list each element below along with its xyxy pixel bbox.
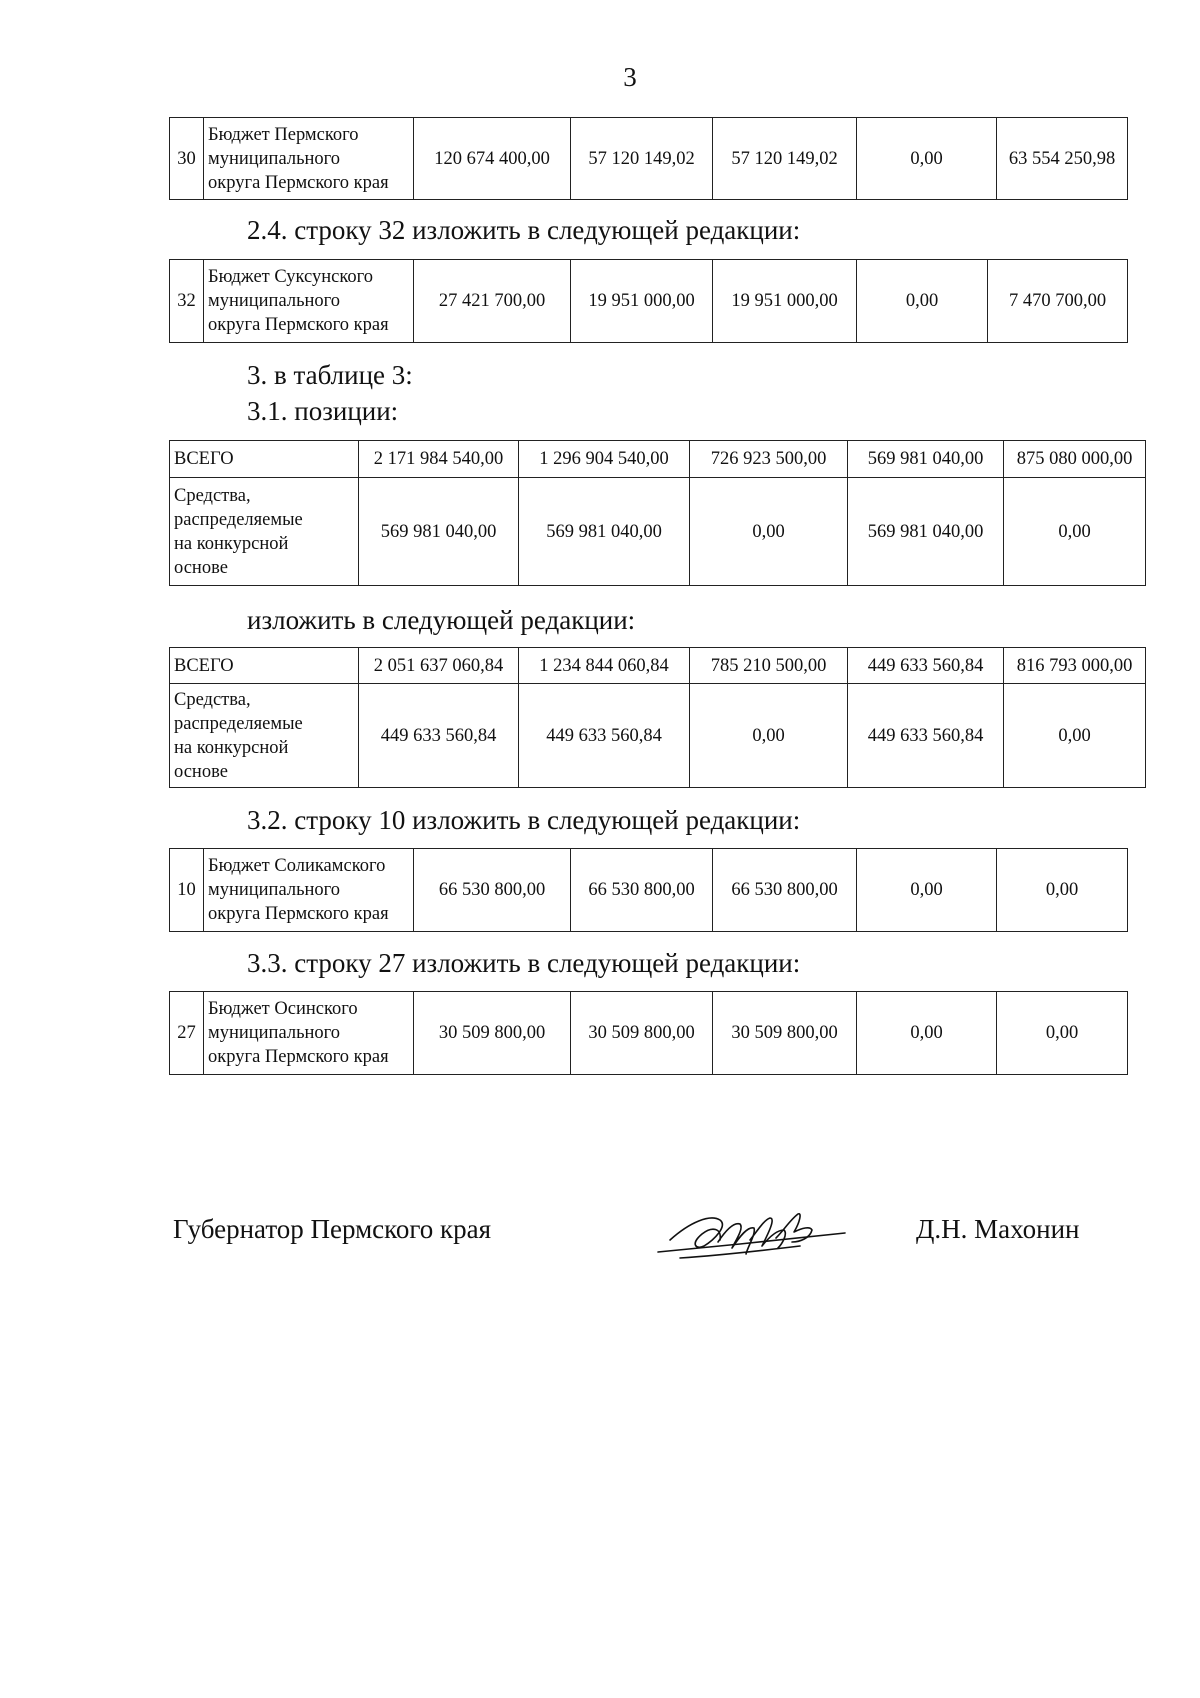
value-cell: 449 633 560,84 [848, 648, 1004, 684]
value-cell: 569 981 040,00 [359, 478, 519, 586]
value-cell: 816 793 000,00 [1004, 648, 1146, 684]
value-cell: 449 633 560,84 [519, 684, 690, 788]
funds-label-line: распределяемые [174, 713, 303, 734]
budget-name-line: Бюджет Соликамского [208, 856, 386, 876]
value-cell: 30 509 800,00 [713, 992, 857, 1075]
paragraph-replace: изложить в следующей редакции: [247, 605, 636, 635]
budget-name-line: округа Пермского края [208, 315, 389, 335]
value-cell: 449 633 560,84 [359, 684, 519, 788]
value-cell: 0,00 [857, 260, 988, 343]
funds-label-line: Средства, [174, 689, 251, 710]
value-cell: 0,00 [1004, 684, 1146, 788]
value-cell: 569 981 040,00 [848, 478, 1004, 586]
budget-name-line: округа Пермского края [208, 904, 389, 924]
value-cell: 0,00 [690, 684, 848, 788]
funds-label-line: на конкурсной [174, 533, 289, 554]
budget-name-line: муниципального [208, 880, 341, 900]
value-cell: 2 051 637 060,84 [359, 648, 519, 684]
value-cell: 27 421 700,00 [414, 260, 571, 343]
value-cell: 1 296 904 540,00 [519, 441, 690, 478]
value-cell: 63 554 250,98 [997, 118, 1128, 200]
value-cell: 66 530 800,00 [713, 849, 857, 932]
budget-name-line: муниципального [208, 148, 341, 169]
value-cell: 875 080 000,00 [1004, 441, 1146, 478]
table-3-old [169, 440, 1146, 586]
value-cell: 57 120 149,02 [571, 118, 713, 200]
budget-name-cell [204, 260, 414, 343]
paragraph-3-1: 3.1. позиции: [247, 396, 399, 426]
table-3-new [169, 647, 1146, 788]
value-cell: 0,00 [997, 849, 1128, 932]
value-cell: 449 633 560,84 [848, 684, 1004, 788]
value-cell: 7 470 700,00 [988, 260, 1128, 343]
funds-label-line: на конкурсной [174, 737, 289, 758]
budget-name-line: муниципального [208, 1023, 341, 1043]
budget-name-line: Бюджет Осинского [208, 999, 358, 1019]
row-index: 10 [170, 849, 204, 932]
paragraph-3-2: 3.2. строку 10 изложить в следующей редакции: [247, 805, 801, 835]
value-cell: 0,00 [1004, 478, 1146, 586]
value-cell: 785 210 500,00 [690, 648, 848, 684]
row-index: 32 [170, 260, 204, 343]
value-cell: 19 951 000,00 [571, 260, 713, 343]
table-row [170, 684, 1146, 788]
budget-name-line: округа Пермского края [208, 1047, 389, 1067]
paragraph-3-3: 3.3. строку 27 изложить в следующей редакции: [247, 948, 801, 978]
value-cell: 30 509 800,00 [414, 992, 571, 1075]
value-cell: 0,00 [857, 992, 997, 1075]
funds-label-cell [170, 478, 359, 586]
paragraph-3: 3. в таблице 3: [247, 360, 413, 390]
funds-label-cell [170, 684, 359, 788]
value-cell: 19 951 000,00 [713, 260, 857, 343]
budget-name-cell [204, 992, 414, 1075]
funds-label-line: основе [174, 557, 228, 578]
funds-label-line: распределяемые [174, 509, 303, 530]
value-cell: 2 171 984 540,00 [359, 441, 519, 478]
value-cell: 120 674 400,00 [414, 118, 571, 200]
table-row [170, 441, 1146, 478]
signatory-name: Д.Н. Махонин [916, 1214, 1080, 1244]
row-index: 30 [170, 118, 204, 200]
budget-name-cell [204, 849, 414, 932]
funds-label-line: основе [174, 761, 228, 782]
table-row [170, 849, 1128, 932]
page-number: 3 [623, 62, 637, 92]
value-cell: 57 120 149,02 [713, 118, 857, 200]
row-index: 27 [170, 992, 204, 1075]
signatory-title: Губернатор Пермского края [173, 1214, 492, 1244]
paragraph-2-4: 2.4. строку 32 изложить в следующей редакции: [247, 215, 801, 245]
table-row-30 [169, 117, 1128, 200]
value-cell: 66 530 800,00 [414, 849, 571, 932]
value-cell: 0,00 [857, 849, 997, 932]
table-row-10 [169, 848, 1128, 932]
value-cell: 30 509 800,00 [571, 992, 713, 1075]
budget-name-line: округа Пермского края [208, 172, 389, 193]
value-cell: 0,00 [997, 992, 1128, 1075]
total-label: ВСЕГО [170, 648, 359, 684]
budget-name-line: муниципального [208, 291, 341, 311]
value-cell: 0,00 [857, 118, 997, 200]
value-cell: 569 981 040,00 [848, 441, 1004, 478]
value-cell: 569 981 040,00 [519, 478, 690, 586]
budget-name-cell [204, 118, 414, 200]
value-cell: 0,00 [690, 478, 848, 586]
budget-name-line: Бюджет Пермского [208, 124, 359, 145]
value-cell: 726 923 500,00 [690, 441, 848, 478]
table-row [170, 992, 1128, 1075]
handwritten-signature-icon [650, 1200, 850, 1270]
total-label: ВСЕГО [170, 441, 359, 478]
funds-label-line: Средства, [174, 485, 251, 506]
value-cell: 1 234 844 060,84 [519, 648, 690, 684]
table-row [170, 648, 1146, 684]
table-row [170, 260, 1128, 343]
table-row-32 [169, 259, 1128, 343]
table-row [170, 478, 1146, 586]
budget-name-line: Бюджет Суксунского [208, 267, 374, 287]
table-row-27 [169, 991, 1128, 1075]
value-cell: 66 530 800,00 [571, 849, 713, 932]
table-row [170, 118, 1128, 200]
